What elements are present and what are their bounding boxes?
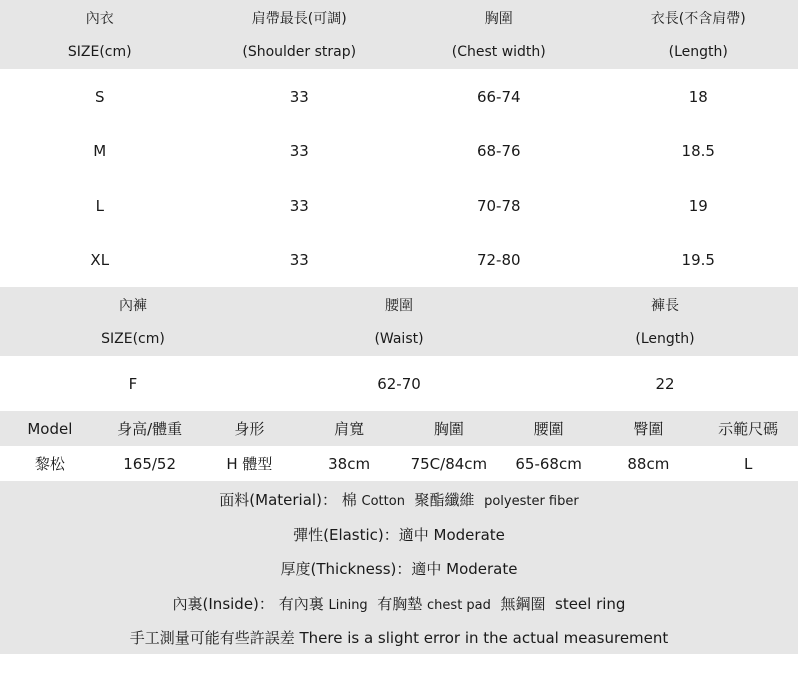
header-cell: (Shoulder strap) [242,44,357,60]
table-row [0,178,798,233]
material-note [0,489,798,510]
chest-width-cell: 70-78 [476,196,521,215]
shoulder-strap-cell: 33 [289,196,309,215]
length-cell: 19 [688,196,708,215]
header-cell: 內衣 [85,10,114,27]
length-cell: 19.5 [681,251,715,269]
inside-zh-2: 有胸墊 [377,595,423,613]
model-header-cell: 胸圍 [433,420,464,438]
model-header-row [0,411,798,446]
elastic-note: 彈性(Elastic)：適中 Moderate [293,526,505,544]
model-header-cell: 示範尺碼 [718,420,779,438]
bottom-header-row-2 [0,322,798,356]
model-header-cell: Model [27,419,73,438]
measurement-error-note: 手工測量可能有些許誤差 There is a slight error in the actual measurement [129,629,669,647]
size-cell: S [94,87,105,106]
material-label: 面料(Material)： [219,491,337,509]
model-value-cell: H 體型 [226,455,273,473]
material-en-2: polyester fiber [484,494,579,509]
model-values-row [0,446,798,481]
material-zh-2: 聚酯纖維 [414,491,475,509]
waist-cell: 62-70 [377,374,421,393]
table-row [0,124,798,178]
header-cell: (Length) [668,44,728,60]
model-header-cell: 身高/體重 [117,420,183,438]
header-cell: (Waist) [374,331,424,347]
table-row [0,69,798,124]
size-cell: XL [90,251,110,269]
model-value-cell: 38cm [328,454,371,473]
model-value-cell: 黎松 [34,455,65,473]
header-cell: 褲長 [651,297,679,314]
inside-en-3: steel ring [555,595,626,613]
header-cell: 肩帶最長(可調) [251,10,347,27]
model-value-cell: L [743,454,753,473]
header-cell: (Chest width) [451,44,546,60]
model-header-cell: 臀圍 [633,420,664,438]
length-cell: 18 [688,87,708,106]
chest-width-cell: 68-76 [476,142,521,160]
chest-width-cell: 72-80 [476,251,521,269]
material-en-1: Cotton [361,494,405,509]
table-row [0,233,798,287]
model-value-cell: 165/52 [123,454,177,473]
length-cell: 22 [655,374,675,393]
size-cell: F [128,374,138,393]
header-cell: (Length) [635,331,695,347]
header-cell: 衣長(不含肩帶) [650,10,746,27]
header-cell: SIZE(cm) [67,44,132,60]
shoulder-strap-cell: 33 [289,87,309,106]
length-cell: 18.5 [681,142,715,160]
table-row [0,356,798,411]
header-cell: 胸圍 [484,10,513,27]
top-header-row-1 [0,0,798,35]
header-cell: SIZE(cm) [101,331,165,347]
top-header-row-2 [0,35,798,69]
model-header-cell: 身形 [234,420,265,438]
model-value-cell: 75C/84cm [410,454,488,473]
model-header-cell: 腰圍 [533,420,564,438]
inside-label: 內裏(Inside)： [172,595,274,613]
model-value-cell: 65-68cm [515,454,582,473]
shoulder-strap-cell: 33 [289,251,309,269]
header-cell: 腰圍 [385,297,413,314]
inside-en-1: Lining [328,598,368,613]
inside-en-2: chest pad [427,598,491,613]
chest-width-cell: 66-74 [476,87,521,106]
header-cell: 內褲 [119,297,147,314]
thickness-note: 厚度(Thickness)：適中 Moderate [280,560,518,578]
inside-zh-1: 有內裏 [278,595,324,613]
inside-note [0,593,798,614]
material-zh-1: 棉 [341,491,357,509]
bottom-header-row-1 [0,287,798,322]
size-cell: L [95,196,104,215]
shoulder-strap-cell: 33 [289,142,309,160]
inside-zh-3: 無鋼圈 [500,595,546,613]
model-header-cell: 肩寬 [334,420,365,438]
size-cell: M [93,142,107,160]
model-value-cell: 88cm [627,454,670,473]
